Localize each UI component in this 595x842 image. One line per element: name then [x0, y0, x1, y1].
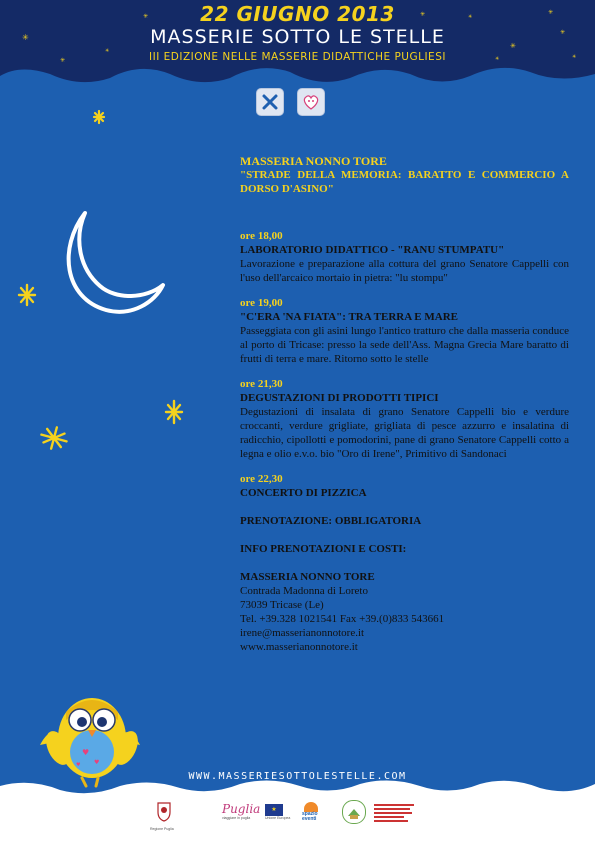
- festival-website[interactable]: WWW.MASSERIESOTTOLESTELLE.COM: [188, 771, 407, 782]
- contact-name: MASSERIA NONNO TORE: [240, 571, 375, 583]
- star-icon: ✳: [105, 48, 110, 54]
- sky-star-3: [166, 401, 182, 423]
- farm-icon: [343, 801, 365, 823]
- heart-face-icon: [298, 89, 324, 115]
- star-icon: ✳: [143, 13, 149, 20]
- star-icon: ✳: [420, 11, 426, 18]
- spazio-label: spazio eventi: [302, 811, 318, 822]
- event-description: Passeggiata con gli asini lungo l'antico tratturo che dalla masseria conduce al porto di Tricase: presso la sede dell'Ass. Magna Grecia Mare baratto di frutti di terra e mare. Ritorno sotto le stelle: [240, 325, 569, 365]
- star-icon: ✳: [60, 57, 66, 64]
- event-title: MASSERIE SOTTO LE STELLE: [150, 26, 445, 48]
- eu-flag-icon: ★: [265, 804, 283, 816]
- event-heading: DEGUSTAZIONI DI PRODOTTI TIPICI: [240, 392, 439, 404]
- info-heading: INFO PRENOTAZIONI E COSTI:: [240, 543, 407, 555]
- star-icon: ✳: [468, 14, 473, 20]
- svg-text:♥: ♥: [94, 759, 100, 766]
- crossed-tools-icon: [257, 89, 283, 115]
- event-subtitle: III EDIZIONE NELLE MASSERIE DIDATTICHE PUGLIESI: [149, 51, 446, 63]
- regione-puglia-logo: [150, 800, 174, 831]
- puglia-script: Puglia: [222, 802, 261, 816]
- partners-logo: [374, 804, 418, 822]
- star-icon: ✳: [495, 56, 500, 62]
- event-date: 22 GIUGNO 2013: [200, 2, 395, 26]
- svg-text:♥: ♥: [82, 748, 90, 757]
- event-heading: LABORATORIO DIDATTICO - "RANU STUMPATU": [240, 244, 505, 256]
- puglia-logo: [222, 802, 260, 820]
- contact-city: 73039 Tricase (Le): [240, 599, 324, 611]
- contact-phone: Tel. +39.328 1021541 Fax +39.(0)833 543661: [240, 613, 445, 625]
- star-icon: ✳: [548, 9, 554, 16]
- coat-of-arms-icon: [156, 800, 172, 822]
- event-time: ore 22,30: [240, 473, 283, 485]
- event-description: Degustazioni di insalata di grano Senatore Cappelli bio e verdure croccanti, verdure grigliate, grigliata di pesce azzurro e insalatina di radicchio, cipollotti e pomodorini, pane di grano Senatore Cappelli cotto a legna e olio e.v.o. bio "Oro di Irene", Primitivo di Sandonaci: [240, 406, 569, 460]
- regione-label: Regione Puglia: [150, 827, 174, 831]
- event-item: [240, 472, 569, 500]
- event-heading: "C'ERA 'NA FIATA": TRA TERRA E MARE: [240, 311, 458, 323]
- spazio-eventi-logo: [302, 802, 328, 822]
- event-item: [240, 229, 569, 285]
- star-icon: ✳: [22, 33, 29, 42]
- event-item: [240, 377, 569, 461]
- event-item: [240, 296, 569, 366]
- puglia-tagline: viaggiare in puglia: [222, 816, 251, 820]
- star-icon: ✳: [510, 42, 516, 50]
- food-badge: [297, 88, 325, 116]
- venue-name: MASSERIA NONNO TORE: [240, 154, 387, 168]
- masserie-didattiche-logo: [342, 800, 366, 824]
- svg-text:♥: ♥: [76, 762, 81, 768]
- event-description: Lavorazione e preparazione alla cottura del grano Senatore Cappelli con l'uso dell'arcaico mortaio in pietra: "lu stompu": [240, 258, 569, 284]
- star-icon: ✳: [572, 54, 577, 60]
- program-content: [240, 154, 569, 654]
- eu-logo: [265, 804, 290, 820]
- contact-block: [240, 570, 569, 654]
- sky-star-2: [19, 285, 35, 305]
- contact-email[interactable]: irene@masserianonnotore.it: [240, 627, 365, 639]
- contact-address: Contrada Madonna di Loreto: [240, 585, 368, 597]
- venue-tagline: "STRADE DELLA MEMORIA: BARATTO E COMMERCIO A DORSO D'ASINO": [240, 169, 569, 195]
- sponsor-logos: [150, 798, 450, 832]
- star-icon: ✳: [560, 29, 566, 36]
- event-time: ore 19,00: [240, 297, 283, 309]
- sky-star-1: [94, 111, 104, 123]
- contact-website[interactable]: www.masserianonnotore.it: [240, 641, 358, 653]
- event-heading: CONCERTO DI PIZZICA: [240, 487, 367, 499]
- event-time: ore 21,30: [240, 378, 283, 390]
- event-time: ore 18,00: [240, 230, 283, 242]
- activity-badge: [256, 88, 284, 116]
- booking-note: PRENOTAZIONE: OBBLIGATORIA: [240, 515, 422, 527]
- eu-label: Unione Europea: [265, 816, 291, 820]
